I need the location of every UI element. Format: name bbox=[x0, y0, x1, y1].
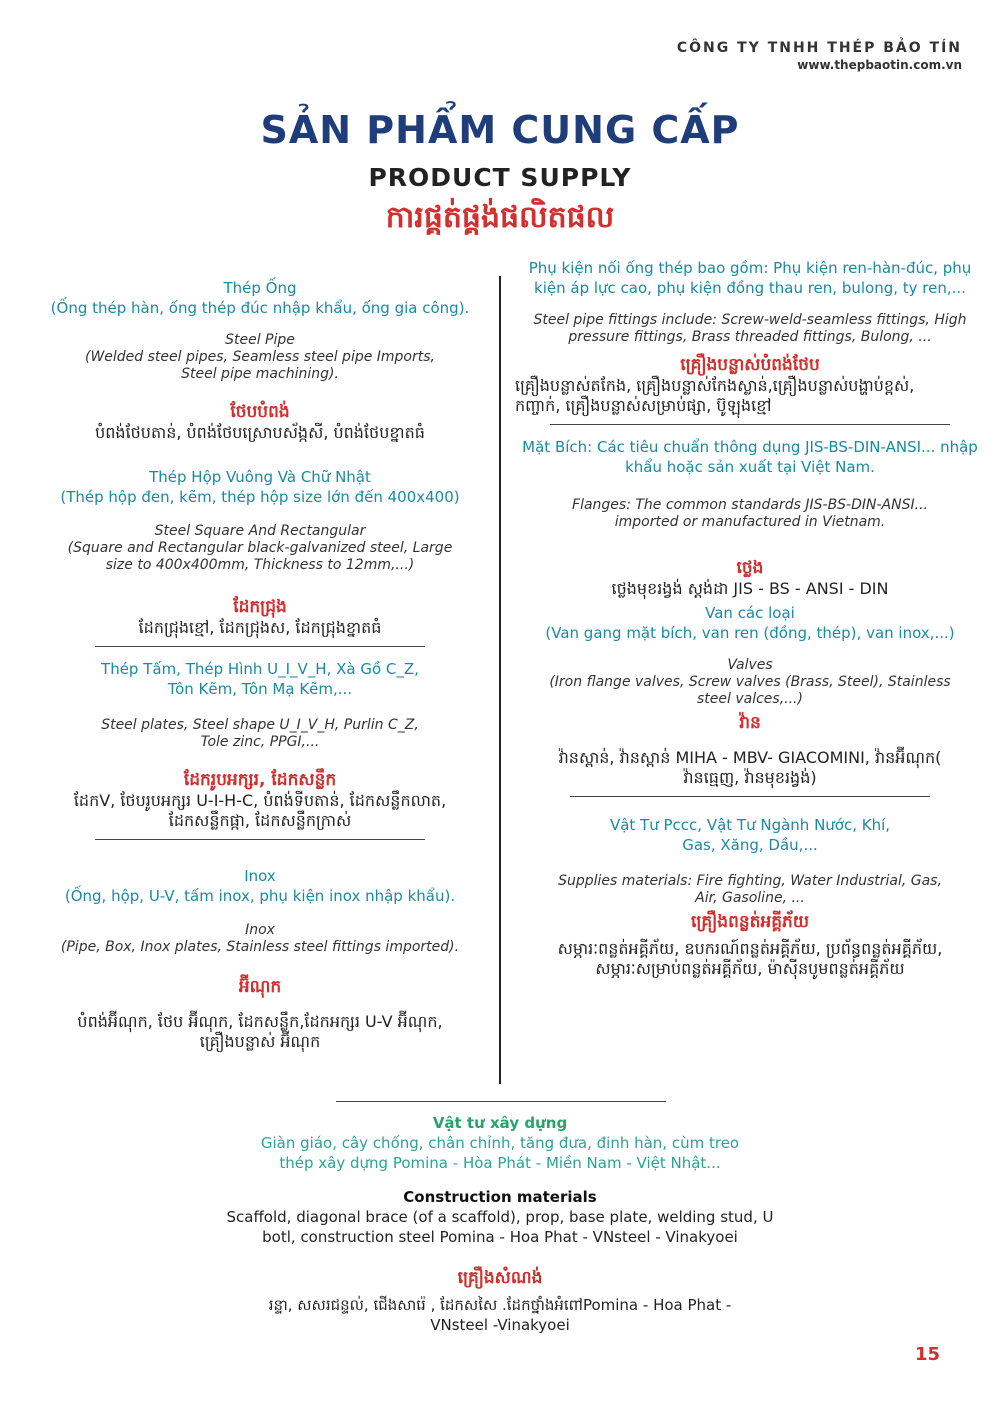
section-desc-vi: (Thép hộp đen, kẽm, thép hộp size lớn đến 400x400) bbox=[60, 488, 460, 506]
section-steel-plates bbox=[40, 659, 480, 840]
section-steel-box bbox=[40, 467, 480, 647]
section-desc-km: បំពង់អ៊ីណុក, ថែប អ៊ីណុក, ដែកសន្លឹក,ដែកអក្សរ U-V អ៊ីណុក, គ្រឿងបន្លាស់ អ៊ីណុក bbox=[77, 1012, 443, 1051]
section-desc-km: បំពង់ថែបតាន់, បំពង់ថែបស្រោបស័ង្កសី, បំពង់ថែបខ្នាតធំ bbox=[95, 423, 425, 442]
section-desc-km: សម្ភារៈពន្លត់អគ្គីភ័យ, ឧបករណ៍ពន្លត់អគ្គីភ័យ, ប្រព័ន្ធពន្លត់អគ្គីភ័យ, សម្ភារៈសម្រាប់ពន្លត់អគ្គីភ័យ, ម៉ាស៊ីនបូមពន្លត់អគ្គីភ័យ bbox=[557, 939, 943, 978]
bottom-divider bbox=[336, 1101, 666, 1102]
section-desc-vi: Vật Tư Pccc, Vật Tư Ngành Nước, Khí, Gas, Xăng, Dầu,... bbox=[609, 816, 891, 854]
section-title-km: ថ្លេង bbox=[736, 558, 764, 578]
section-desc-vi: Tôn Kẽm, Tôn Mạ Kẽm,... bbox=[167, 680, 353, 698]
page-title-km: ការផ្គត់ផ្គង់ផលិតផល bbox=[385, 200, 615, 235]
left-column bbox=[40, 278, 480, 1052]
construction-title-km: គ្រឿងសំណង់ bbox=[457, 1268, 543, 1288]
section-divider bbox=[95, 839, 425, 840]
section-desc-km: ដែកជ្រុងខ្មៅ, ដែកជ្រុងស, ដែកជ្រុងខ្នាតធំ bbox=[138, 618, 382, 637]
section-desc-en: (Pipe, Box, Inox plates, Stainless steel fittings imported). bbox=[60, 939, 460, 955]
section-desc-vi: (Ống thép hàn, ống thép đúc nhập khẩu, ống gia công). bbox=[50, 299, 470, 317]
section-desc-km: ដែកV, ថែបរូបអក្សរ U-I-H-C, បំពង់ទីបតាន់, ដែកសន្លឹកលាត, ដែកសន្លឹកផ្កា, ដែកសន្លឹកក្រាស់ bbox=[73, 791, 447, 830]
section-title-vi: Thép Tấm, Thép Hình U_I_V_H, Xà Gồ C_Z, bbox=[101, 660, 419, 678]
section-title-en: Inox bbox=[245, 922, 275, 938]
section-valves bbox=[515, 603, 985, 797]
section-flanges bbox=[515, 437, 985, 599]
section-desc-vi: Phụ kiện nối ống thép bao gồm: Phụ kiện ren-hàn-đúc, phụ kiện áp lực cao, phụ kiện đồng thau ren, bulong, ty ren,... bbox=[528, 259, 972, 297]
section-divider bbox=[550, 424, 950, 425]
section-title-en: Steel plates, Steel shape U_I_V_H, Purlin C_Z, bbox=[101, 717, 419, 733]
section-desc-km: ថ្លេងមុខរង្វង់ ស្តង់ដា JIS - BS - ANSI - DIN bbox=[611, 579, 889, 598]
section-desc-vi: (Ống, hộp, U-V, tấm inox, phụ kiện inox nhập khẩu). bbox=[64, 887, 456, 905]
section-title-vi: Van các loại bbox=[705, 604, 795, 622]
construction-line1-vi: Giàn giáo, cây chống, chân chỉnh, tăng đưa, đinh hàn, cùm treo bbox=[260, 1134, 740, 1152]
section-title-km: ដែកជ្រុង bbox=[233, 597, 287, 617]
section-divider bbox=[570, 796, 930, 797]
construction-line1-en: Scaffold, diagonal brace (of a scaffold), prop, base plate, welding stud, U bbox=[226, 1208, 774, 1226]
section-desc-en: Tole zinc, PPGI,... bbox=[200, 734, 320, 750]
construction-line1-km: រន្ទា, សសរជន្ទល់, ជើងសារ៉េ , ដែកសសៃ .ដែកថ្នាំងអំពៅPomina - Hoa Phat - bbox=[268, 1296, 732, 1314]
section-title-vi: Thép Hộp Vuông Và Chữ Nhật bbox=[149, 468, 371, 486]
section-desc-en: Supplies materials: Fire fighting, Water Industrial, Gas, Air, Gasoline, ... bbox=[558, 873, 942, 906]
section-title-en: Steel Pipe bbox=[225, 332, 295, 348]
section-steel-pipe bbox=[40, 278, 480, 443]
section-desc-en: Flanges: The common standards JIS-BS-DIN-ANSI... imported or manufactured in Vietnam. bbox=[572, 497, 928, 530]
section-title-km: វ៉ាន bbox=[739, 713, 761, 733]
page-number: 15 bbox=[914, 1344, 940, 1365]
construction-line2-km: VNsteel -Vinakyoei bbox=[430, 1316, 570, 1334]
section-title-km: អ៊ីណុក bbox=[238, 977, 282, 997]
section-title-en: Steel Square And Rectangular bbox=[154, 523, 366, 539]
construction-line2-vi: thép xây dựng Pomina - Hòa Phát - Miền Nam - Việt Nhật... bbox=[279, 1154, 721, 1172]
page-title-vi: SẢN PHẨM CUNG CẤP bbox=[260, 108, 740, 152]
construction-title-vi: Vật tư xây dựng bbox=[432, 1114, 568, 1132]
section-title-vi: Inox bbox=[244, 867, 276, 885]
section-fittings bbox=[515, 258, 985, 425]
section-inox bbox=[40, 866, 480, 1052]
construction-line2-en: botl, construction steel Pomina - Hoa Phat - VNsteel - Vinakyoei bbox=[262, 1228, 738, 1246]
section-desc-en: (Welded steel pipes, Seamless steel pipe Imports, Steel pipe machining). bbox=[84, 349, 435, 382]
section-desc-km: គ្រឿងបន្លាស់តកែង, គ្រឿងបន្លាស់កែងស្លាន់,គ្រឿងបន្លាស់បង្ហាប់ខ្ពស់, កញ្ចាក់, គ្រឿងបន្លាស់សម្រាប់ផ្សា, ប៊ូឡុងខ្មៅ bbox=[515, 376, 915, 415]
right-column bbox=[515, 258, 985, 979]
section-desc-vi: (Van gang mặt bích, van ren (đồng, thép), van inox,...) bbox=[545, 624, 955, 642]
page-title-en: PRODUCT SUPPLY bbox=[368, 163, 632, 192]
section-title-km: គ្រឿងពន្លត់អគ្គីភ័យ bbox=[690, 912, 810, 932]
section-desc-en: Steel pipe fittings include: Screw-weld-seamless fittings, High pressure fittings, Brass threaded fittings, Bulong, ... bbox=[533, 312, 967, 345]
section-title-en: Valves bbox=[727, 657, 773, 673]
column-divider bbox=[499, 276, 501, 1084]
section-title-vi: Thép Ống bbox=[223, 279, 297, 297]
company-website: www.thepbaotin.com.vn bbox=[797, 58, 962, 72]
section-title-km: គ្រឿងបន្លាស់បំពង់ថែប bbox=[680, 355, 820, 375]
section-desc-km: វ៉ានស្ពាន់, វ៉ានស្ពាន់ MIHA - MBV- GIACOMINI, វ៉ានអ៊ីណុក( វ៉ានធ្មេញ, វ៉ានមុខរង្វង់) bbox=[558, 748, 942, 787]
section-supplies bbox=[515, 815, 985, 979]
section-divider bbox=[95, 646, 425, 647]
section-title-km: ថែបបំពង់ bbox=[230, 402, 290, 422]
section-desc-en: (Square and Rectangular black-galvanized steel, Large size to 400x400mm, Thickness to 12mm,...) bbox=[67, 540, 453, 573]
construction-materials-section bbox=[150, 1113, 850, 1335]
construction-title-en: Construction materials bbox=[403, 1188, 597, 1206]
section-desc-en: (Iron flange valves, Screw valves (Brass, Steel), Stainless steel valces,...) bbox=[549, 674, 951, 707]
company-name: CÔNG TY TNHH THÉP BẢO TÍN bbox=[676, 40, 962, 56]
section-title-km: ដែករូបអក្សរ, ដែកសន្លឹក bbox=[183, 770, 337, 790]
section-desc-vi: Mặt Bích: Các tiêu chuẩn thông dụng JIS-BS-DIN-ANSI... nhập khẩu hoặc sản xuất tại Việt Nam. bbox=[522, 438, 978, 476]
